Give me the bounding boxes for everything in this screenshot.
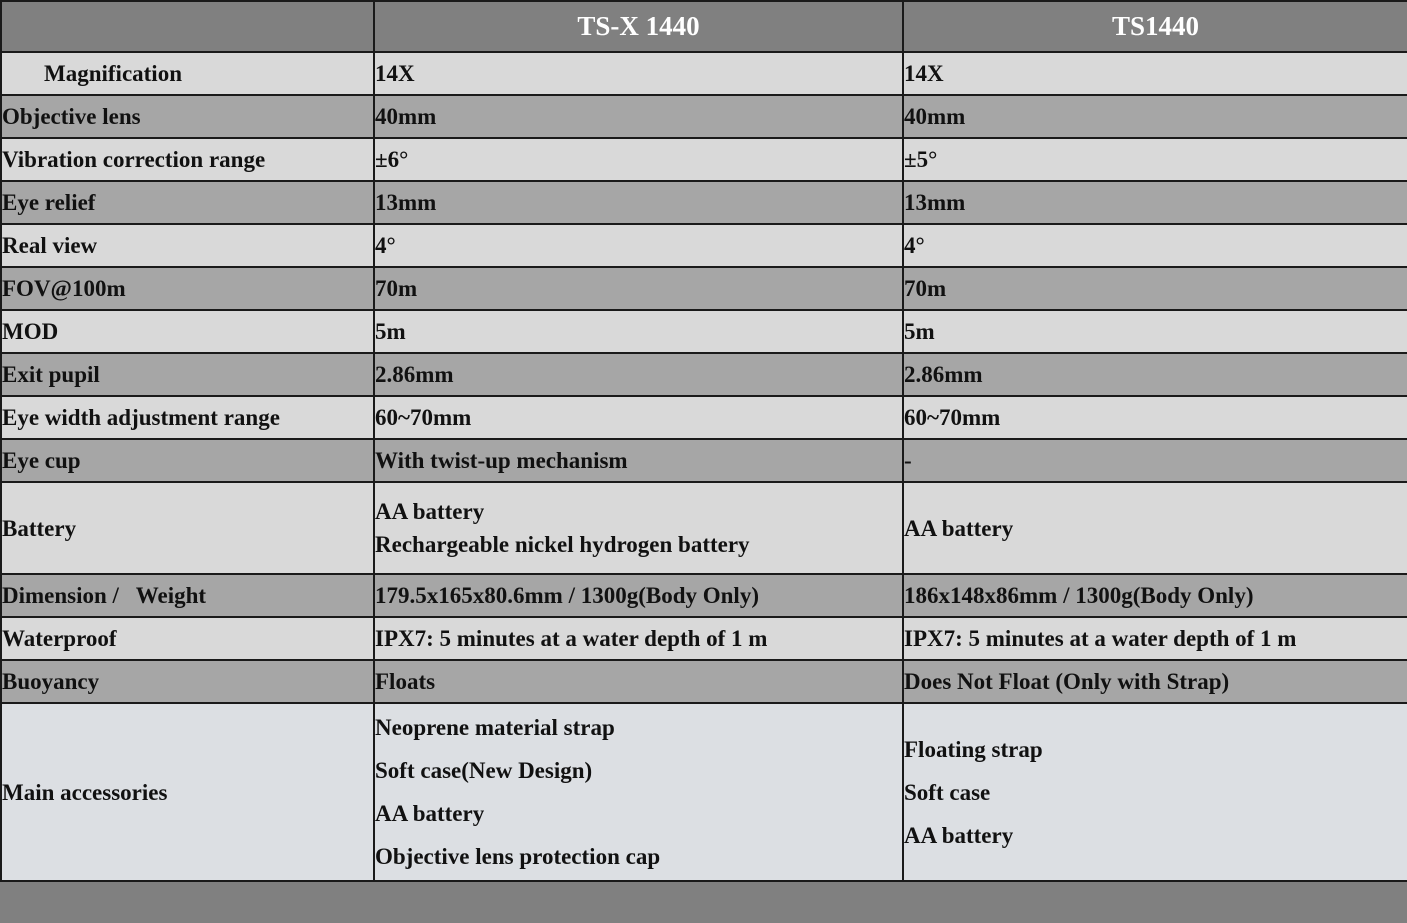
value-ts1440: 40mm <box>903 95 1407 138</box>
value-ts1440: ±5° <box>903 138 1407 181</box>
row-label: MOD <box>1 310 374 353</box>
row-label: Magnification <box>1 52 374 95</box>
table-row-mod <box>1 310 1407 353</box>
value-ts1440: - <box>903 439 1407 482</box>
accessory-item: AA battery <box>375 801 485 826</box>
value-ts1440: Does Not Float (Only with Strap) <box>903 660 1407 703</box>
table-row-exit-pupil <box>1 353 1407 396</box>
header-model-ts-x-1440: TS-X 1440 <box>374 1 903 52</box>
value-ts-x-1440: 4° <box>374 224 903 267</box>
value-ts1440: IPX7: 5 minutes at a water depth of 1 m <box>903 617 1407 660</box>
table-row-vibration-correction-range <box>1 138 1407 181</box>
table-row-objective-lens <box>1 95 1407 138</box>
value-ts-x-1440: 5m <box>374 310 903 353</box>
value-ts-x-1440: 2.86mm <box>374 353 903 396</box>
header-model-ts1440: TS1440 <box>903 1 1407 52</box>
value-ts-x-1440: 14X <box>374 52 903 95</box>
accessory-item: Objective lens protection cap <box>375 844 661 869</box>
value-ts1440: 70m <box>903 267 1407 310</box>
row-label: Battery <box>1 482 374 574</box>
table-row-dimension-weight <box>1 574 1407 617</box>
table-row-eye-cup <box>1 439 1407 482</box>
row-label: Eye width adjustment range <box>1 396 374 439</box>
value-ts1440: 14X <box>903 52 1407 95</box>
header-blank-cell <box>1 1 374 52</box>
table-header-row <box>1 1 1407 52</box>
row-label: FOV@100m <box>1 267 374 310</box>
value-ts-x-1440: 70m <box>374 267 903 310</box>
accessory-item: Soft case <box>904 779 991 805</box>
value-ts1440: AA battery <box>903 482 1407 574</box>
table-row-waterproof <box>1 617 1407 660</box>
value-ts1440: 5m <box>903 310 1407 353</box>
table-row-magnification <box>1 52 1407 95</box>
value-ts1440: 2.86mm <box>903 353 1407 396</box>
value-ts-x-1440: With twist-up mechanism <box>374 439 903 482</box>
row-label: Waterproof <box>1 617 374 660</box>
value-line: Rechargeable nickel hydrogen battery <box>375 532 750 557</box>
row-label: Main accessories <box>1 703 374 881</box>
table-row-buoyancy <box>1 660 1407 703</box>
footer-bar <box>0 912 1407 923</box>
value-ts-x-1440: 60~70mm <box>374 396 903 439</box>
value-ts1440 <box>903 703 1407 881</box>
accessory-item: Neoprene material strap <box>375 715 615 740</box>
value-ts-x-1440: IPX7: 5 minutes at a water depth of 1 m <box>374 617 903 660</box>
value-line: AA battery <box>375 499 485 524</box>
value-ts1440: 4° <box>903 224 1407 267</box>
accessory-item: Soft case(New Design) <box>375 758 593 783</box>
value-ts1440: 60~70mm <box>903 396 1407 439</box>
row-label: Objective lens <box>1 95 374 138</box>
value-ts-x-1440: ±6° <box>374 138 903 181</box>
value-ts-x-1440: 13mm <box>374 181 903 224</box>
table-row-main-accessories <box>1 703 1407 881</box>
row-label: Eye relief <box>1 181 374 224</box>
value-ts-x-1440: 40mm <box>374 95 903 138</box>
accessory-item: AA battery <box>904 822 1014 848</box>
value-ts-x-1440 <box>374 703 903 881</box>
value-ts1440: 186x148x86mm / 1300g(Body Only) <box>903 574 1407 617</box>
table-row-fov-100m <box>1 267 1407 310</box>
value-ts-x-1440: Floats <box>374 660 903 703</box>
table-row-eye-relief <box>1 181 1407 224</box>
table-row-battery <box>1 482 1407 574</box>
table-row-real-view <box>1 224 1407 267</box>
row-label: Exit pupil <box>1 353 374 396</box>
accessory-item: Floating strap <box>904 736 1043 762</box>
value-ts1440: 13mm <box>903 181 1407 224</box>
row-label: Eye cup <box>1 439 374 482</box>
value-ts-x-1440: 179.5x165x80.6mm / 1300g(Body Only) <box>374 574 903 617</box>
table-row-eye-width-adjustment-range <box>1 396 1407 439</box>
row-label: Dimension / Weight <box>1 574 374 617</box>
row-label: Real view <box>1 224 374 267</box>
row-label: Vibration correction range <box>1 138 374 181</box>
value-ts-x-1440 <box>374 482 903 574</box>
row-label: Buoyancy <box>1 660 374 703</box>
